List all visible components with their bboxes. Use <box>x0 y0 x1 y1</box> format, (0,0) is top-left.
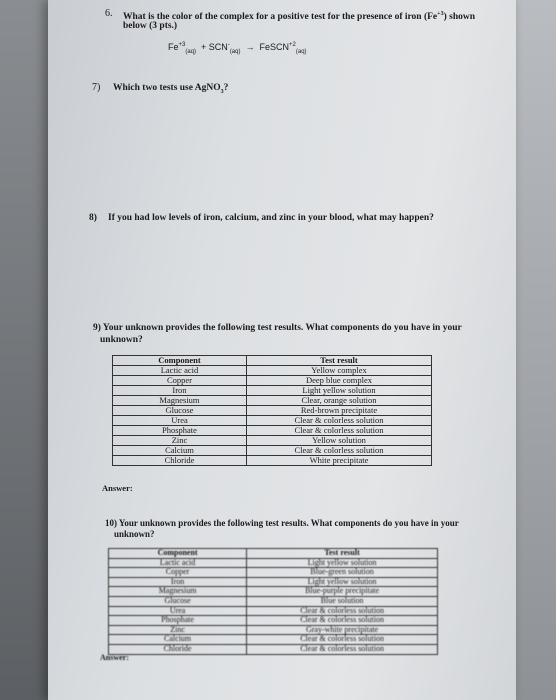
test-result-cell: Light yellow solution <box>246 386 431 396</box>
table-row <box>113 416 432 426</box>
table-header-row <box>113 356 432 366</box>
table-row <box>113 386 432 396</box>
component-cell: Urea <box>113 416 247 426</box>
q10-line2: unknown? <box>114 529 155 539</box>
worksheet-page <box>48 0 516 700</box>
component-cell: Lactic acid <box>109 558 247 568</box>
q6-number: 6. <box>105 8 113 19</box>
component-cell: Chloride <box>109 644 247 654</box>
test-result-cell: Gray-white precipitate <box>247 625 438 635</box>
test-result-cell: Clear & colorless solution <box>246 446 431 456</box>
component-cell: Phosphate <box>109 616 247 626</box>
table-row <box>113 406 432 416</box>
q9-answer-label: Answer: <box>102 483 133 493</box>
component-cell: Zinc <box>109 625 247 635</box>
test-result-cell: Clear & colorless solution <box>246 426 431 436</box>
table-row <box>113 376 432 386</box>
test-result-cell: Deep blue complex <box>246 376 431 386</box>
table-row <box>109 587 438 597</box>
test-result-cell: Clear & colorless solution <box>246 416 431 426</box>
table-row <box>113 426 432 436</box>
component-cell: Phosphate <box>113 426 247 436</box>
component-cell: Calcium <box>109 635 247 645</box>
table-row <box>109 635 438 645</box>
column-header-test-result: Test result <box>247 549 438 559</box>
q6-line2: below (3 pts.) <box>123 21 178 31</box>
table-row <box>113 436 432 446</box>
q7-text: Which two tests use AgNO$_3$? <box>113 83 229 95</box>
table-header-row <box>109 549 438 559</box>
component-cell: Magnesium <box>113 396 247 406</box>
q9-line2: unknown? <box>100 335 143 345</box>
table-row <box>113 456 432 466</box>
test-result-cell: Clear & colorless solution <box>247 635 438 645</box>
test-result-cell: Red-brown precipitate <box>246 406 431 416</box>
table-row <box>109 568 438 578</box>
test-result-cell: Blue solution <box>247 596 438 606</box>
q6-equation: $Fe^{+3}_{(aq)} + SCN^-_{(aq)}$ → FeSCN$^{+2}_{(aq)}$ <box>168 42 307 55</box>
component-cell: Lactic acid <box>113 366 247 376</box>
component-cell: Calcium <box>113 446 247 456</box>
q10-results-table <box>108 548 438 655</box>
test-result-cell: Clear & colorless solution <box>247 606 438 616</box>
table-row <box>113 446 432 456</box>
component-cell: Magnesium <box>109 587 247 597</box>
q8-number: 8) <box>89 213 97 223</box>
test-result-cell: Yellow solution <box>246 436 431 446</box>
q7-number: 7) <box>92 82 101 93</box>
component-cell: Copper <box>113 376 247 386</box>
test-result-cell: White precipitate <box>246 456 431 466</box>
component-cell: Glucose <box>109 596 247 606</box>
component-cell: Copper <box>109 568 247 578</box>
test-result-cell: Clear & colorless solution <box>247 616 438 626</box>
test-result-cell: Clear & colorless solution <box>247 644 438 654</box>
q8-text: If you had low levels of iron, calcium, and zinc in your blood, what may happen? <box>108 213 434 223</box>
component-cell: Zinc <box>113 436 247 446</box>
table-row <box>109 577 438 587</box>
component-cell: Chloride <box>113 456 247 466</box>
column-header-component: Component <box>113 356 247 366</box>
test-result-cell: Light yellow solution <box>247 577 438 587</box>
table-row <box>113 396 432 406</box>
component-cell: Glucose <box>113 406 247 416</box>
test-result-cell: Blue-green solution <box>247 568 438 578</box>
q6-line1: What is the color of the complex for a positive test for the presence of iron $(Fe^{+3})$ shown <box>123 11 475 23</box>
table-row <box>109 596 438 606</box>
table-row <box>109 616 438 626</box>
background-left <box>0 0 48 700</box>
table-row <box>113 366 432 376</box>
table-row <box>109 558 438 568</box>
test-result-cell: Blue-purple precipitate <box>247 587 438 597</box>
q9-line1: 9) Your unknown provides the following test results. What components do you have in your <box>93 323 462 333</box>
table-row <box>109 625 438 635</box>
component-cell: Urea <box>109 606 247 616</box>
test-result-cell: Clear, orange solution <box>246 396 431 406</box>
table-row <box>109 644 438 654</box>
column-header-component: Component <box>109 549 247 559</box>
component-cell: Iron <box>109 577 247 587</box>
column-header-test-result: Test result <box>246 356 431 366</box>
q9-results-table <box>112 355 432 466</box>
background-right <box>516 0 556 700</box>
table-row <box>109 606 438 616</box>
q10-answer-label: Answer: <box>100 653 129 662</box>
test-result-cell: Light yellow solution <box>247 558 438 568</box>
q10-line1: 10) Your unknown provides the following test results. What components do you have in your <box>105 518 459 528</box>
component-cell: Iron <box>113 386 247 396</box>
test-result-cell: Yellow complex <box>246 366 431 376</box>
